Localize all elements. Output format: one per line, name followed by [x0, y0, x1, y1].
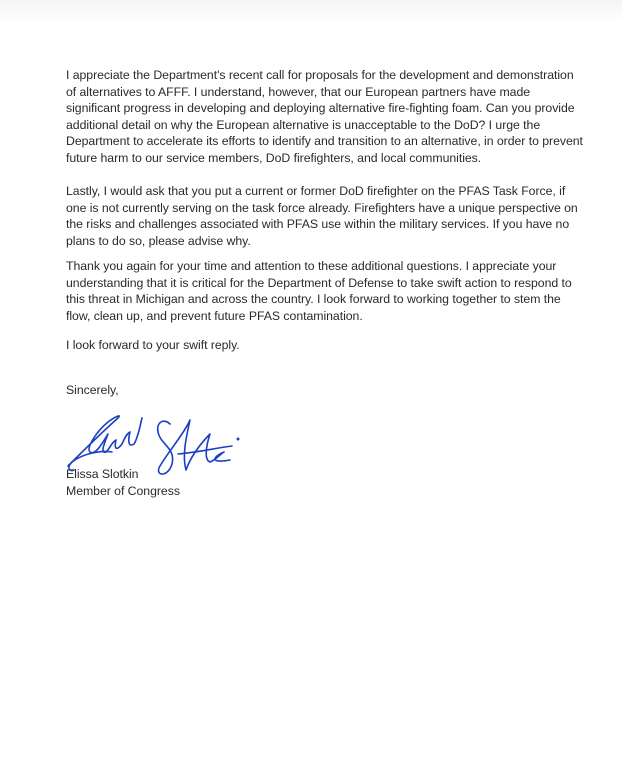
- signer-title: Member of Congress: [66, 484, 180, 498]
- text-line: Department to accelerate its efforts to identify and transition to an alternative, in order to prevent: [66, 134, 583, 149]
- text-line: future harm to our service members, DoD firefighters, and local communities.: [66, 150, 482, 165]
- text-line: additional detail on why the European alternative is unacceptable to the DoD? I urge the: [66, 117, 541, 132]
- text-line: I appreciate the Department's recent call for proposals for the development and demonstration: [66, 68, 574, 82]
- scan-edge: [0, 0, 622, 22]
- paragraph-afff-alternatives: [66, 67, 583, 167]
- paragraph-task-force: [66, 183, 578, 249]
- paragraph-thank-you: [66, 258, 572, 324]
- text-line: plans to do so, please advise why.: [66, 233, 251, 248]
- signer-name: Elissa Slotkin: [66, 467, 139, 481]
- text-line: Lastly, I would ask that you put a current or former DoD firefighter on the PFAS Task Force, if: [66, 184, 566, 198]
- text-line: I look forward to your swift reply.: [66, 338, 240, 352]
- text-line: this threat in Michigan and across the country. I look forward to working together to stem the: [66, 292, 561, 307]
- paragraph-reply: [66, 337, 240, 354]
- text-line: one is not currently serving on the task force already. Firefighters have a unique perspective on: [66, 200, 578, 215]
- closing: Sincerely,: [66, 383, 119, 397]
- text-line: significant progress in developing and deploying alternative fire-fighting foam. Can you provide: [66, 101, 575, 116]
- text-line: of alternatives to AFFF. I understand, however, that our European partners have made: [66, 84, 531, 99]
- text-line: the risks and challenges associated with PFAS use within the military services. If you have no: [66, 217, 570, 232]
- text-line: Thank you again for your time and attention to these additional questions. I appreciate your: [66, 259, 557, 273]
- text-line: understanding that it is critical for the Department of Defense to take swift action to respond to: [66, 275, 572, 290]
- text-line: flow, clean up, and prevent future PFAS contamination.: [66, 308, 363, 323]
